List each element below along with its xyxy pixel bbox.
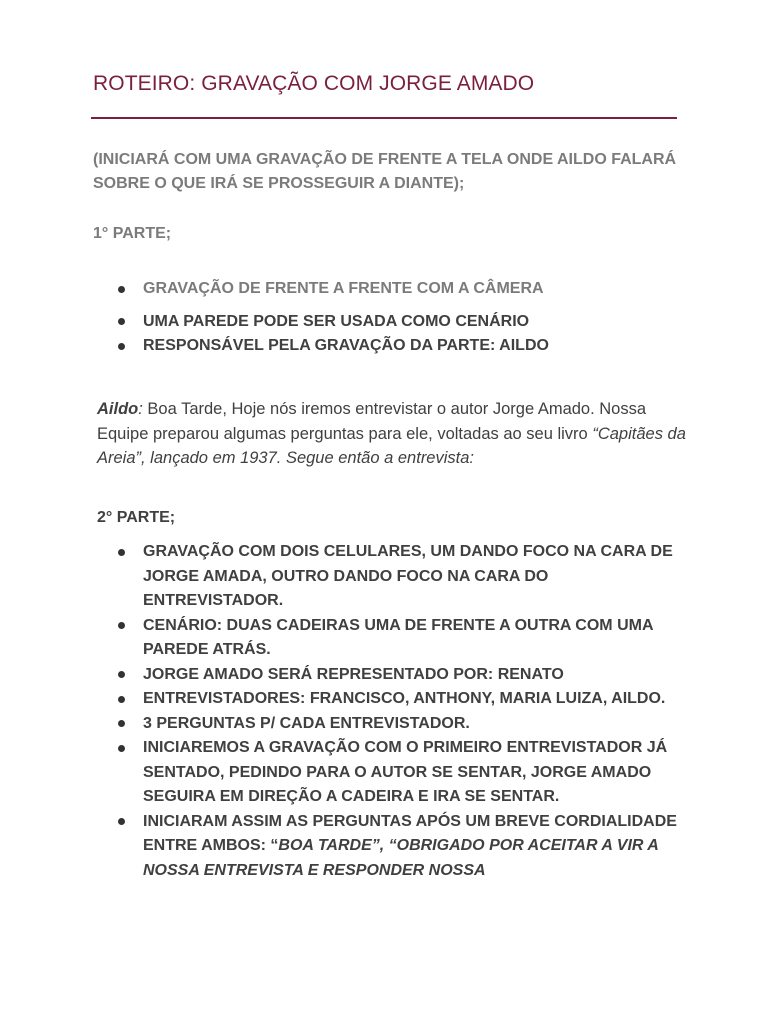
list-item bbox=[118, 310, 688, 335]
title-divider bbox=[91, 117, 677, 119]
bullet-icon bbox=[118, 818, 125, 825]
speech-paragraph bbox=[97, 397, 697, 471]
bullet-icon bbox=[118, 745, 125, 752]
list-item-text: INICIARAM ASSIM AS PERGUNTAS APÓS UM BREVE CORDIALIDADE ENTRE AMBOS: “ bbox=[143, 812, 677, 854]
speech-italic-text: “Capitães da Areia”, lançado em 1937. Segue então a entrevista: bbox=[97, 424, 686, 467]
list-item bbox=[118, 712, 688, 737]
speaker-separator: : bbox=[138, 400, 148, 418]
bullet-icon bbox=[118, 549, 125, 556]
list-item-text: INICIAREMOS A GRAVAÇÃO COM O PRIMEIRO ENTREVISTADOR JÁ SENTADO, PEDINDO PARA O AUTOR SE SENTAR, JORGE AMADO SEGUIRA EM DIREÇÃO A CADEIRA E IRA SE SENTAR. bbox=[143, 739, 668, 805]
speech-text: Boa Tarde, Hoje nós iremos entrevistar o autor Jorge Amado. Nossa Equipe preparou algumas perguntas para ele, voltadas ao seu livro bbox=[97, 400, 647, 443]
bullet-icon bbox=[118, 622, 125, 629]
list-item bbox=[118, 810, 688, 884]
list-item-text: ENTREVISTADORES: FRANCISCO, ANTHONY, MARIA LUIZA, AILDO. bbox=[143, 690, 666, 707]
bullet-icon bbox=[118, 671, 125, 678]
part2-list bbox=[118, 540, 688, 883]
list-item bbox=[118, 663, 688, 688]
list-item-text: RESPONSÁVEL PELA GRAVAÇÃO DA PARTE: AILDO bbox=[143, 337, 549, 354]
bullet-icon bbox=[118, 720, 125, 727]
list-item-text: 3 PERGUNTAS P/ CADA ENTREVISTADOR. bbox=[143, 714, 470, 732]
part2-heading: 2° PARTE; bbox=[97, 509, 176, 526]
intro-paragraph: (INICIARÁ COM UMA GRAVAÇÃO DE FRENTE A TELA ONDE AILDO FALARÁ SOBRE O QUE IRÁ SE PROSSEGUIR A DIANTE); bbox=[93, 151, 677, 192]
bullet-icon bbox=[118, 696, 125, 703]
list-item-text: CENÁRIO: DUAS CADEIRAS UMA DE FRENTE A OUTRA COM UMA PAREDE ATRÁS. bbox=[143, 616, 653, 658]
list-item bbox=[118, 736, 688, 810]
part1-list bbox=[118, 277, 688, 359]
speaker-name: Aildo bbox=[97, 400, 139, 418]
part1-heading: 1° PARTE; bbox=[93, 225, 172, 242]
bullet-icon bbox=[118, 318, 125, 325]
list-item bbox=[118, 687, 688, 712]
list-item bbox=[118, 334, 688, 359]
list-item-text: GRAVAÇÃO DE FRENTE A FRENTE COM A CÂMERA bbox=[143, 280, 544, 297]
list-item bbox=[118, 277, 688, 302]
bullet-icon bbox=[118, 286, 125, 293]
list-item-text: JORGE AMADO SERÁ REPRESENTADO POR: RENATO bbox=[143, 665, 564, 683]
list-item-text: UMA PAREDE PODE SER USADA COMO CENÁRIO bbox=[143, 312, 530, 330]
list-item bbox=[118, 540, 688, 614]
document-title: ROTEIRO: GRAVAÇÃO COM JORGE AMADO bbox=[93, 72, 535, 95]
list-item bbox=[118, 614, 688, 663]
bullet-icon bbox=[118, 343, 125, 350]
list-item-text: GRAVAÇÃO COM DOIS CELULARES, UM DANDO FOCO NA CARA DE JORGE AMADA, OUTRO DANDO FOCO NA CARA DO ENTREVISTADOR. bbox=[143, 543, 673, 609]
list-item-italic-text: BOA TARDE”, “OBRIGADO POR ACEITAR A VIR A NOSSA ENTREVISTA E RESPONDER NOSSA bbox=[143, 837, 659, 879]
